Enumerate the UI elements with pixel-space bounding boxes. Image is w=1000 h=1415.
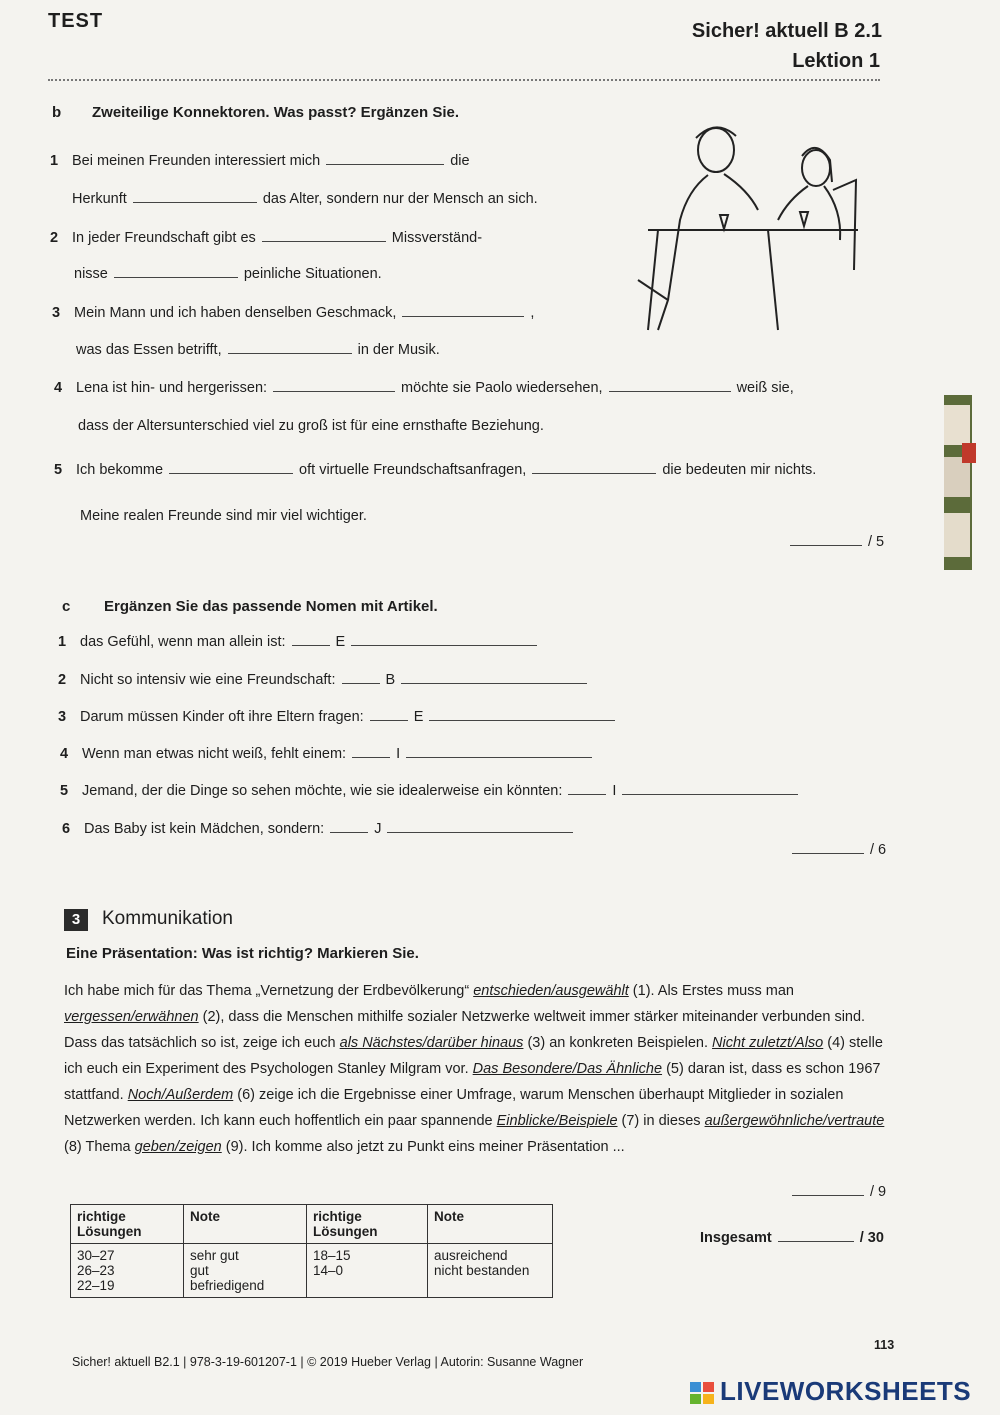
blank-input[interactable] bbox=[169, 472, 293, 474]
section-3-task: Eine Präsentation: Was ist richtig? Markieren Sie. bbox=[66, 945, 419, 962]
table-cell: 30–27 26–23 22–19 bbox=[71, 1244, 184, 1298]
choice-3[interactable]: als Nächstes/darüber hinaus bbox=[339, 1035, 524, 1051]
b-item-2-line-2: nisse peinliche Situationen. bbox=[74, 266, 382, 282]
page-number: 113 bbox=[874, 1338, 895, 1352]
score-input[interactable] bbox=[792, 852, 864, 854]
table-cell: ausreichend nicht bestanden bbox=[428, 1244, 553, 1298]
b-item-4-line-2: dass der Altersunterschied viel zu groß ist für eine ernsthafte Beziehung. bbox=[78, 418, 544, 434]
b-item-4-line-1: 4 Lena ist hin- und hergerissen: möchte sie Paolo wiedersehen, weiß sie, bbox=[54, 380, 794, 396]
section-b-title: Zweiteilige Konnektoren. Was passt? Ergänzen Sie. bbox=[92, 104, 460, 121]
article-input[interactable] bbox=[370, 719, 408, 721]
grading-table bbox=[70, 1204, 553, 1298]
total-score: Insgesamt / 30 bbox=[700, 1230, 884, 1246]
blank-input[interactable] bbox=[609, 390, 731, 392]
b-item-5-line-2: Meine realen Freunde sind mir viel wichtiger. bbox=[80, 508, 367, 524]
choice-2[interactable]: vergessen/erwähnen bbox=[64, 1009, 199, 1025]
total-score-input[interactable] bbox=[778, 1240, 854, 1242]
blank-input[interactable] bbox=[273, 390, 395, 392]
couple-dinner-illustration bbox=[628, 120, 858, 335]
c-item-6: 6 Das Baby ist kein Mädchen, sondern: J bbox=[62, 821, 579, 837]
section-c-heading: c Ergänzen Sie das passende Nomen mit Artikel. bbox=[62, 598, 438, 615]
section-c-score: / 6 bbox=[786, 842, 886, 858]
article-input[interactable] bbox=[342, 682, 380, 684]
section-number-badge: 3 bbox=[64, 909, 88, 931]
noun-input[interactable] bbox=[351, 644, 537, 646]
test-label: TEST bbox=[48, 10, 104, 32]
c-item-3: 3 Darum müssen Kinder oft ihre Eltern fragen: E bbox=[58, 709, 621, 725]
choice-5[interactable]: Das Besondere/Das Ähnliche bbox=[472, 1061, 663, 1077]
choice-4[interactable]: Nicht zuletzt/Also bbox=[712, 1035, 824, 1051]
blank-input[interactable] bbox=[326, 163, 444, 165]
choice-1[interactable]: entschieden/ausgewählt bbox=[473, 983, 629, 999]
b-item-1-line-2: Herkunft das Alter, sondern nur der Mensch an sich. bbox=[72, 191, 538, 207]
c-item-1: 1 das Gefühl, wenn man allein ist: E bbox=[58, 634, 543, 650]
section-b-heading: b Zweiteilige Konnektoren. Was passt? Ergänzen Sie. bbox=[52, 104, 460, 121]
col-header: richtige Lösungen bbox=[307, 1205, 428, 1244]
table-header-row bbox=[71, 1205, 553, 1244]
article-input[interactable] bbox=[568, 793, 606, 795]
b-item-3-line-1: 3 Mein Mann und ich haben denselben Geschmack, , bbox=[52, 305, 535, 321]
blank-input[interactable] bbox=[402, 315, 524, 317]
section-c-title: Ergänzen Sie das passende Nomen mit Artikel. bbox=[104, 598, 438, 615]
header-divider bbox=[48, 79, 880, 81]
blank-input[interactable] bbox=[133, 201, 257, 203]
section-3-title: Kommunikation bbox=[102, 908, 233, 929]
section-3-score: / 9 bbox=[786, 1184, 886, 1200]
c-item-4: 4 Wenn man etwas nicht weiß, fehlt einem: I bbox=[60, 746, 598, 762]
choice-7[interactable]: Einblicke/Beispiele bbox=[496, 1113, 618, 1129]
table-cell: 18–15 14–0 bbox=[307, 1244, 428, 1298]
blank-input[interactable] bbox=[228, 352, 352, 354]
blank-input[interactable] bbox=[114, 276, 238, 278]
col-header: Note bbox=[184, 1205, 307, 1244]
c-item-5: 5 Jemand, der die Dinge so sehen möchte, wie sie idealerweise ein könnten: I bbox=[60, 783, 804, 799]
article-input[interactable] bbox=[330, 831, 368, 833]
noun-input[interactable] bbox=[387, 831, 573, 833]
lesson-title: Lektion 1 bbox=[792, 50, 880, 72]
article-input[interactable] bbox=[292, 644, 330, 646]
article-input[interactable] bbox=[352, 756, 390, 758]
b-item-2-line-1: 2 In jeder Freundschaft gibt es Missverständ- bbox=[50, 230, 483, 246]
liveworksheets-logo: LIVEWORKSHEETS bbox=[690, 1376, 971, 1407]
noun-input[interactable] bbox=[401, 682, 587, 684]
col-header: Note bbox=[428, 1205, 553, 1244]
choice-9[interactable]: geben/zeigen bbox=[134, 1139, 222, 1155]
choice-8[interactable]: außergewöhnliche/vertraute bbox=[704, 1113, 885, 1129]
choice-6[interactable]: Noch/Außerdem bbox=[127, 1087, 234, 1103]
score-input[interactable] bbox=[790, 544, 862, 546]
blank-input[interactable] bbox=[262, 240, 386, 242]
footer-credits: Sicher! aktuell B2.1 | 978-3-19-601207-1 | © 2019 Hueber Verlag | Autorin: Susanne Wagner bbox=[72, 1355, 584, 1369]
table-cell: sehr gut gut befriedigend bbox=[184, 1244, 307, 1298]
col-header: richtige Lösungen bbox=[71, 1205, 184, 1244]
table-row bbox=[71, 1244, 553, 1298]
section-b-score: / 5 bbox=[784, 534, 884, 550]
noun-input[interactable] bbox=[406, 756, 592, 758]
b-item-3-line-2: was das Essen betrifft, in der Musik. bbox=[76, 342, 440, 358]
noun-input[interactable] bbox=[622, 793, 798, 795]
noun-input[interactable] bbox=[429, 719, 615, 721]
presentation-paragraph: Ich habe mich für das Thema „Vernetzung der Erdbevölkerung“ entschieden/ausgewählt (1). Als Erstes muss man vergessen/erwähnen (2), dass die Menschen mithilfe sozialer Netzwerke weltweit immer stärker miteinander verbunden sind. Dass das tatsächlich so ist, zeige ich euch als Nächstes/darüber hinaus (3) an konkreten Beispielen. Nicht zuletzt/Also (4) stelle ich euch ein Experiment des Psychologen Stanley Milgram vor. Das Besondere/Das Ähnliche (5) daran ist, dass es schon 1967 stattfand. Noch/Außerdem (6) zeige ich die Ergebnisse einer Umfrage, warum Menschen überhaupt Mitglieder in sozialen Netzwerken werden. Ich kann euch hoffentlich ein paar spannende Einblicke/Beispiele (7) in dieses außergewöhnliche/vertraute (8) Thema geben/zeigen (9). Ich komme also jetzt zu Punkt eins meiner Präsentation ... bbox=[64, 983, 885, 1155]
book-title: Sicher! aktuell B 2.1 bbox=[691, 20, 882, 42]
blank-input[interactable] bbox=[532, 472, 656, 474]
b-item-1-line-1: 1 Bei meinen Freunden interessiert mich die bbox=[50, 153, 470, 169]
score-input[interactable] bbox=[792, 1194, 864, 1196]
section-3-heading bbox=[64, 908, 233, 931]
c-item-2: 2 Nicht so intensiv wie eine Freundschaft: B bbox=[58, 672, 593, 688]
liveworksheets-icon bbox=[690, 1382, 714, 1404]
page-edge-photo bbox=[938, 395, 976, 570]
b-item-5-line-1: 5 Ich bekomme oft virtuelle Freundschaftsanfragen, die bedeuten mir nichts. bbox=[54, 462, 817, 478]
